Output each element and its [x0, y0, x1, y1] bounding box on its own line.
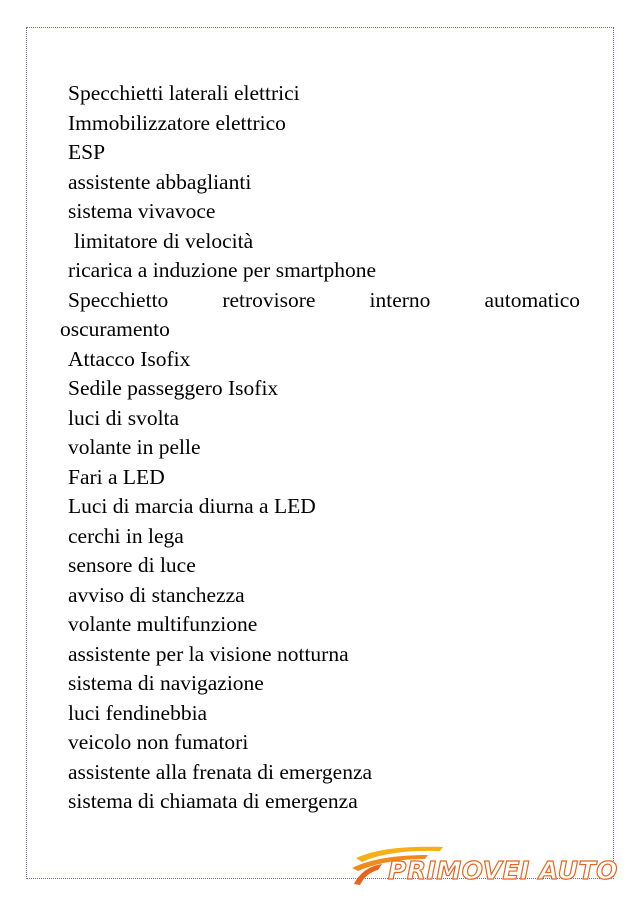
feature-item: Immobilizzatore elettrico	[68, 110, 286, 135]
feature-item: oscuramento	[60, 317, 170, 341]
feature-list	[60, 79, 580, 817]
feature-item: Luci di marcia diurna a LED	[68, 494, 316, 518]
feature-item: luci di svolta	[68, 405, 180, 430]
feature-item: sistema di chiamata di emergenza	[68, 789, 358, 813]
feature-item: volante multifunzione	[68, 612, 258, 636]
feature-item: sistema di navigazione	[68, 671, 264, 695]
feature-item: veicolo non fumatori	[68, 730, 249, 754]
feature-item: assistente abbaglianti	[68, 169, 252, 194]
feature-item: limitatore di velocità	[74, 228, 254, 253]
feature-item: assistente per la visione notturna	[68, 641, 349, 666]
feature-item: avviso di stanchezza	[68, 582, 245, 607]
feature-item: Specchietti laterali elettrici	[68, 81, 300, 105]
feature-item: ESP	[68, 140, 106, 164]
dealer-logo	[348, 840, 633, 890]
feature-item: assistente alla frenata di emergenza	[68, 759, 373, 784]
feature-item: ricarica a induzione per smartphone	[68, 258, 377, 282]
feature-item: volante in pelle	[68, 435, 201, 459]
logo-text: PRIMOVEI AUTO	[388, 856, 618, 885]
feature-item: luci fendinebbia	[68, 700, 208, 725]
feature-item: Attacco Isofix	[68, 346, 191, 371]
feature-item: sistema vivavoce	[68, 199, 216, 223]
feature-item: Specchietto retrovisore interno automatico	[68, 287, 580, 312]
feature-item: cerchi in lega	[68, 523, 184, 548]
feature-item: sensore di luce	[68, 553, 196, 577]
feature-item: Fari a LED	[68, 464, 165, 489]
feature-item: Sedile passeggero Isofix	[68, 376, 279, 400]
